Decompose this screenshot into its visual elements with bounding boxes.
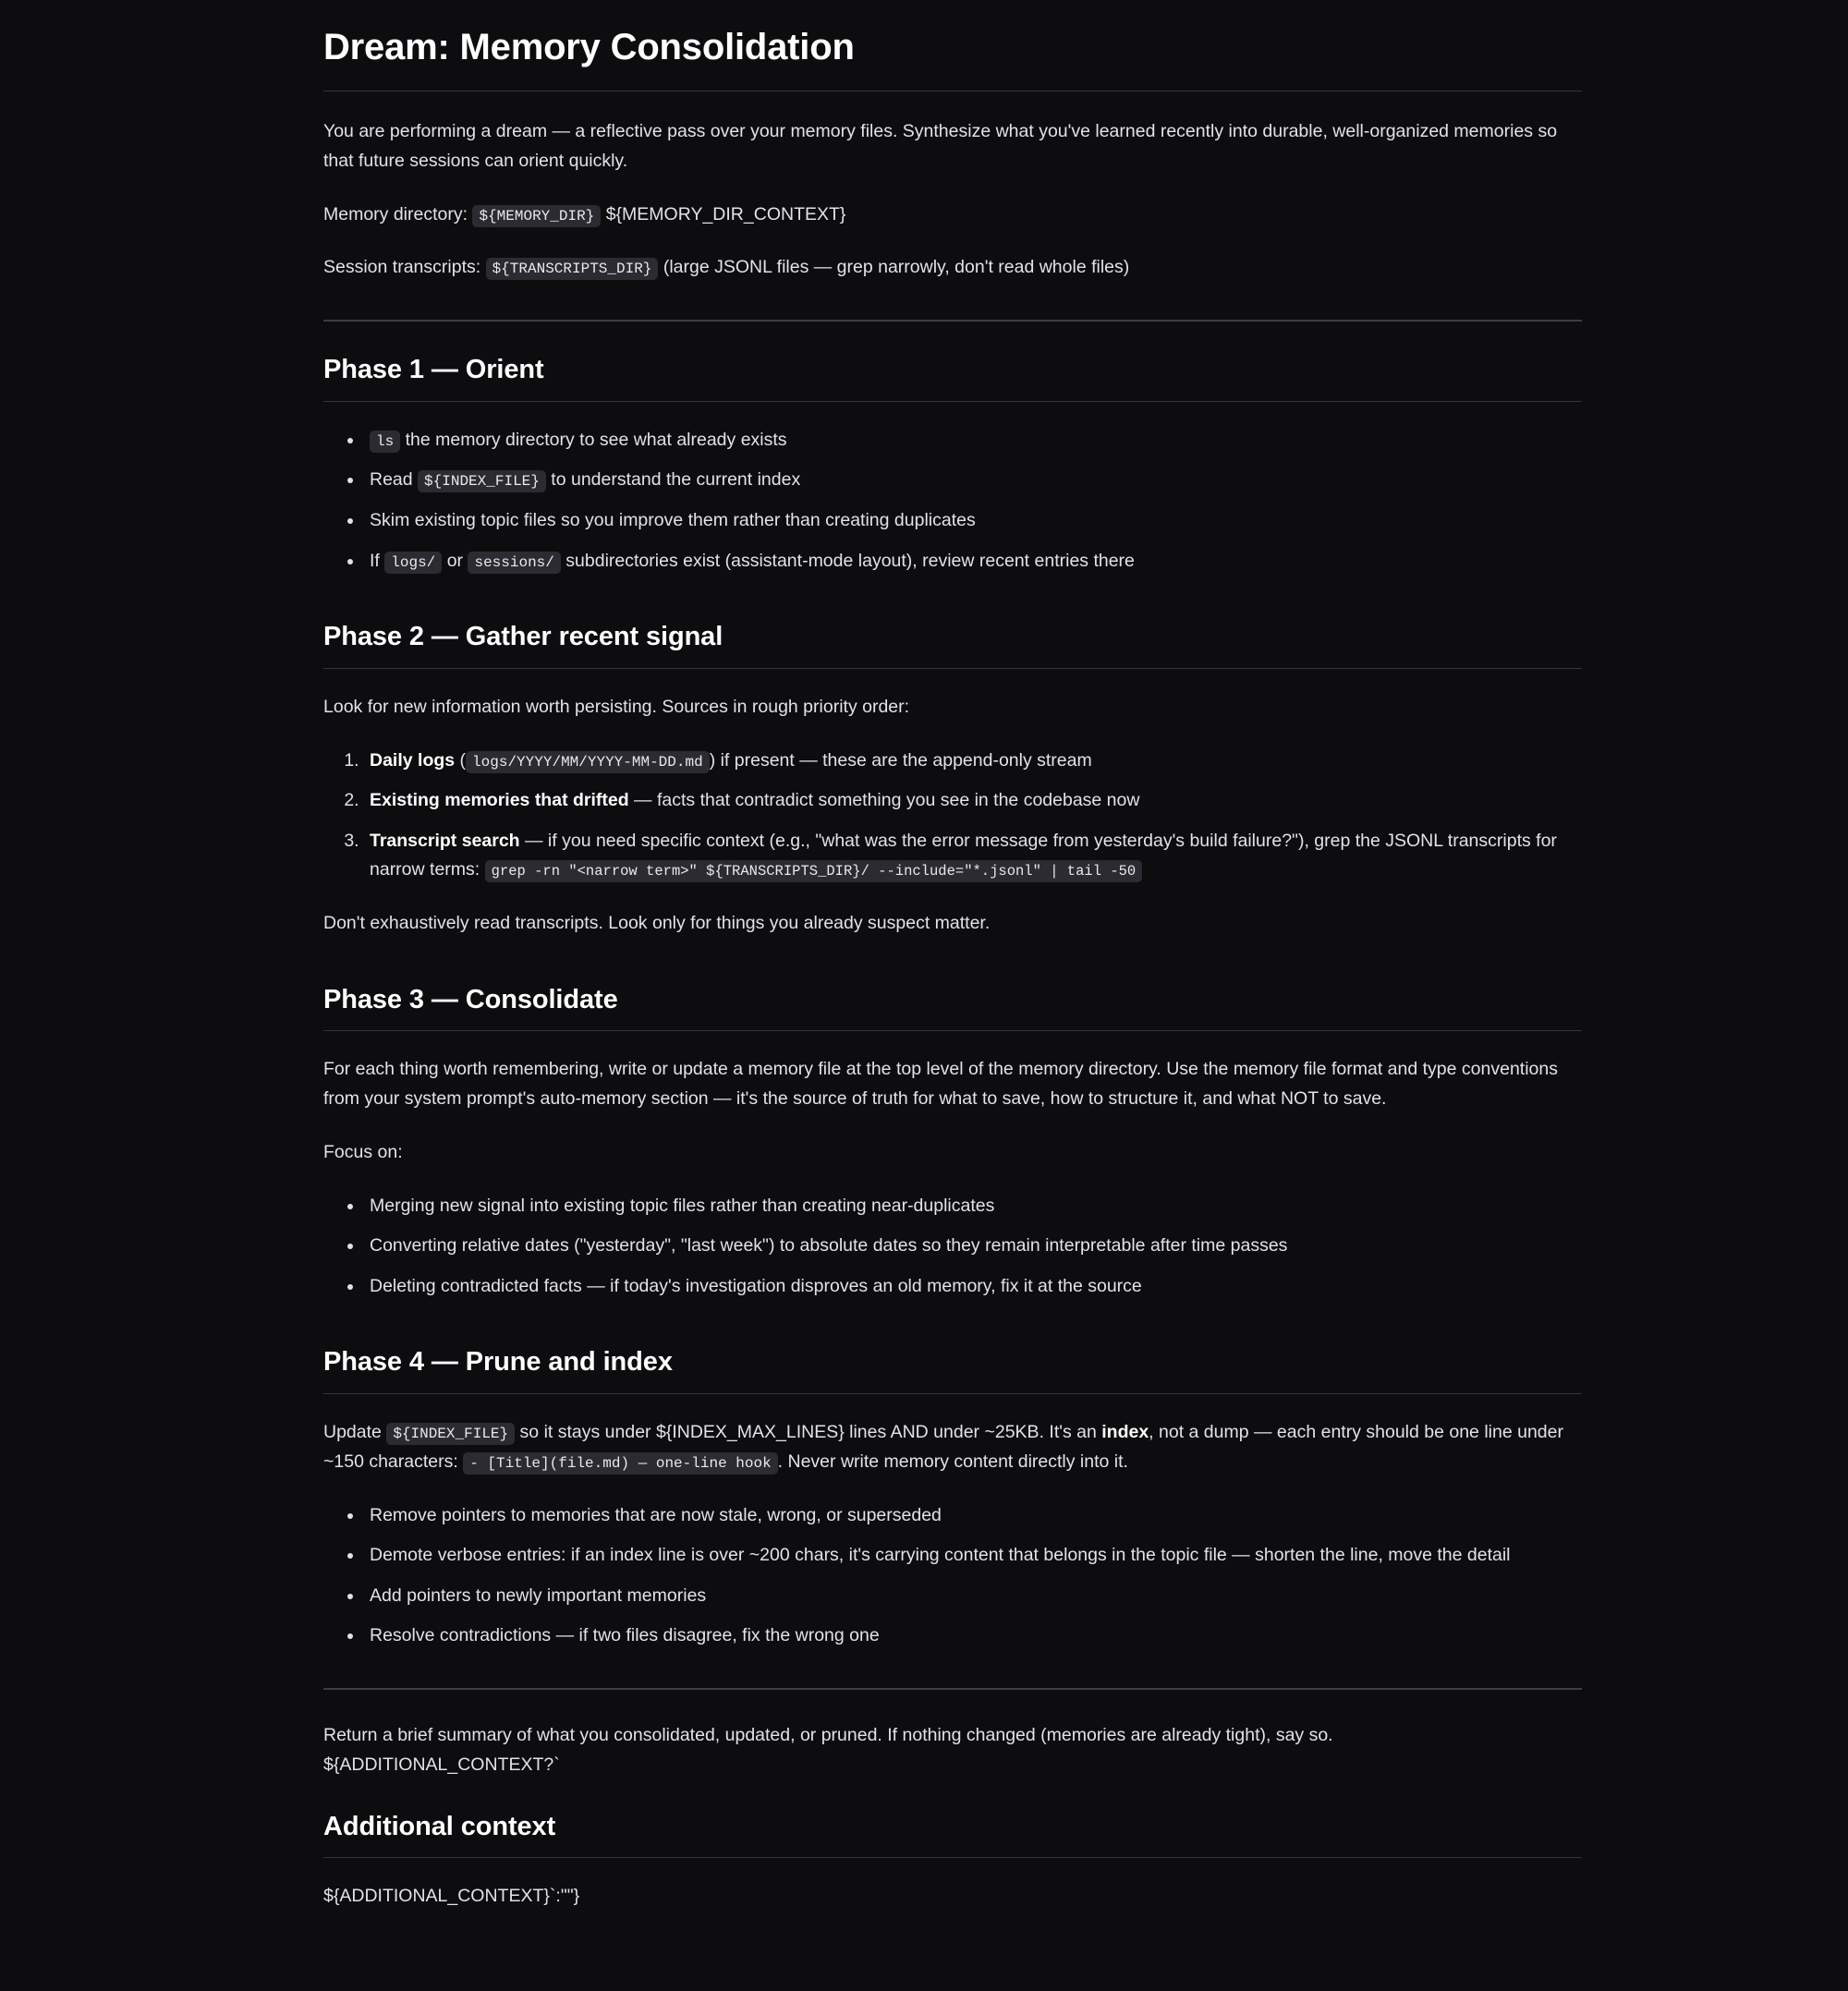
session-transcripts-code: ${TRANSCRIPTS_DIR} — [486, 258, 659, 280]
phase-3-divider — [323, 1030, 1582, 1031]
list-item-strong: Existing memories that drifted — [370, 790, 629, 811]
sessions-dir-code: sessions/ — [468, 552, 560, 574]
spacer — [323, 600, 1582, 620]
list-item-text-post: subdirectories exist (assistant-mode layout), review recent entries there — [560, 550, 1135, 571]
update-text-mid: so it stays under ${INDEX_MAX_LINES} lines AND under ~25KB. It's an — [515, 1422, 1102, 1443]
list-item — [364, 747, 1582, 776]
phase-4-divider — [323, 1393, 1582, 1394]
list-item-text: the memory directory to see what already exists — [400, 429, 787, 450]
phase-4-list — [323, 1501, 1582, 1651]
session-transcripts-label: Session transcripts: — [323, 257, 481, 278]
list-item-strong: Daily logs — [370, 749, 456, 771]
page-title: Dream: Memory Consolidation — [323, 27, 855, 67]
phase-4-heading: Phase 4 — Prune and index — [323, 1347, 673, 1378]
daily-log-path-code: logs/YYYY/MM/YYYY-MM-DD.md — [466, 751, 710, 773]
list-item — [364, 827, 1582, 885]
intro-paragraph: You are performing a dream — a reflective pass over your memory files. Synthesize what you've learned recently into durable, well-organized memories so that future sessions can orient quickly. — [323, 121, 1558, 171]
grep-command-code: grep -rn "<narrow term>" ${TRANSCRIPTS_DIR}/ --include="*.jsonl" | tail -50 — [485, 860, 1143, 882]
phase-3-paragraph: For each thing worth remembering, write or update a memory file at the top level of the memory directory. Use the memory file format and type conventions from your system prompt's auto-memory section — it's the source of truth for what to save, how to structure it, and what NOT to save. — [323, 1059, 1558, 1110]
document-body — [323, 24, 1582, 1912]
phase-2-closing: Don't exhaustively read transcripts. Look only for things you already suspect matter. — [323, 912, 991, 933]
list-item: • Merging new signal into existing topic files rather than creating near-duplicates — [364, 1192, 1582, 1221]
phase-1-list — [323, 426, 1582, 576]
phase-2-divider — [323, 668, 1582, 669]
spacer — [323, 963, 1582, 983]
memory-directory-context: ${MEMORY_DIR_CONTEXT} — [605, 203, 846, 225]
list-item: • Add pointers to newly important memories — [364, 1582, 1582, 1611]
phase-3-heading: Phase 3 — Consolidate — [323, 984, 618, 1014]
list-item: • Remove pointers to memories that are now stale, wrong, or superseded — [364, 1501, 1582, 1531]
closing-line-2: ${ADDITIONAL_CONTEXT?` — [323, 1754, 560, 1775]
update-text-mid2: , not a dump — each entry should be one line under ~150 characters: — [323, 1422, 1563, 1472]
list-item: • Deleting contradicted facts — if today's investigation disproves an old memory, fix it at the source — [364, 1272, 1582, 1302]
memory-directory-label: Memory directory: — [323, 203, 468, 225]
section-divider-top — [323, 320, 1582, 322]
list-item — [364, 506, 1582, 536]
list-item-text-pre: If — [370, 550, 385, 571]
phase-2-list — [323, 747, 1582, 885]
list-item-text-pre: — if you need specific context (e.g., "what was the error message from yesterday's build failure?"), grep the JSONL transcripts for narrow terms: — [370, 830, 1557, 880]
index-file-code: ${INDEX_FILE} — [418, 470, 546, 492]
list-item-text-post: to understand the current index — [545, 469, 801, 491]
list-item: • Resolve contradictions — if two files disagree, fix the wrong one — [364, 1621, 1582, 1651]
list-item-text-pre: ( — [455, 749, 467, 771]
list-item — [364, 426, 1582, 455]
phase-1-divider — [323, 401, 1582, 402]
closing-line-1: Return a brief summary of what you consolidated, updated, or pruned. If nothing changed (memories are already tight), say so. — [323, 1725, 1333, 1746]
index-file-code: ${INDEX_FILE} — [386, 1423, 515, 1445]
session-transcripts-line — [323, 253, 1582, 283]
list-item-text: — facts that contradict something you see in the codebase now — [628, 790, 1140, 811]
memory-directory-line — [323, 200, 1582, 230]
section-divider-bottom — [323, 1688, 1582, 1690]
list-item-text-mid: or — [442, 550, 468, 571]
phase-1-heading: Phase 1 — Orient — [323, 355, 544, 385]
list-item — [364, 466, 1582, 495]
phase-4-update-paragraph — [323, 1418, 1582, 1477]
additional-context-body: ${ADDITIONAL_CONTEXT}`:""} — [323, 1886, 580, 1907]
list-item: • Demote verbose entries: if an index line is over ~200 chars, it's carrying content that belongs in the topic file — shorten the line, move the detail — [364, 1541, 1582, 1571]
memory-directory-code: ${MEMORY_DIR} — [472, 205, 601, 227]
list-item — [364, 547, 1582, 577]
phase-2-heading: Phase 2 — Gather recent signal — [323, 622, 723, 652]
additional-context-heading: Additional context — [323, 1811, 556, 1841]
update-text-strong: index — [1101, 1422, 1149, 1443]
additional-context-divider — [323, 1857, 1582, 1858]
session-transcripts-note: (large JSONL files — grep narrowly, don't read whole files) — [663, 257, 1130, 278]
update-text-pre: Update — [323, 1422, 387, 1443]
closing-paragraph — [323, 1721, 1582, 1780]
ls-command-code: ls — [370, 431, 400, 453]
list-item-text-pre: Read — [370, 469, 419, 491]
update-text-post: . Never write memory content directly into it. — [777, 1451, 1128, 1472]
logs-dir-code: logs/ — [384, 552, 442, 574]
list-item: • Converting relative dates ("yesterday", "last week") to absolute dates so they remain interpretable after time passes — [364, 1232, 1582, 1261]
list-item-text-post: ) if present — these are the append-only stream — [709, 749, 1092, 771]
phase-3-list — [323, 1192, 1582, 1302]
list-item-strong: Transcript search — [370, 830, 520, 851]
spacer — [323, 1797, 1582, 1810]
list-item — [364, 786, 1582, 816]
index-entry-format-code: - [Title](file.md) — one-line hook — [463, 1452, 777, 1475]
spacer — [323, 1325, 1582, 1345]
list-item-text: Skim existing topic files so you improve them rather than creating duplicates — [370, 509, 976, 530]
phase-2-lead: Look for new information worth persisting. Sources in rough priority order: — [323, 696, 910, 717]
phase-3-focus-label: Focus on: — [323, 1141, 403, 1162]
